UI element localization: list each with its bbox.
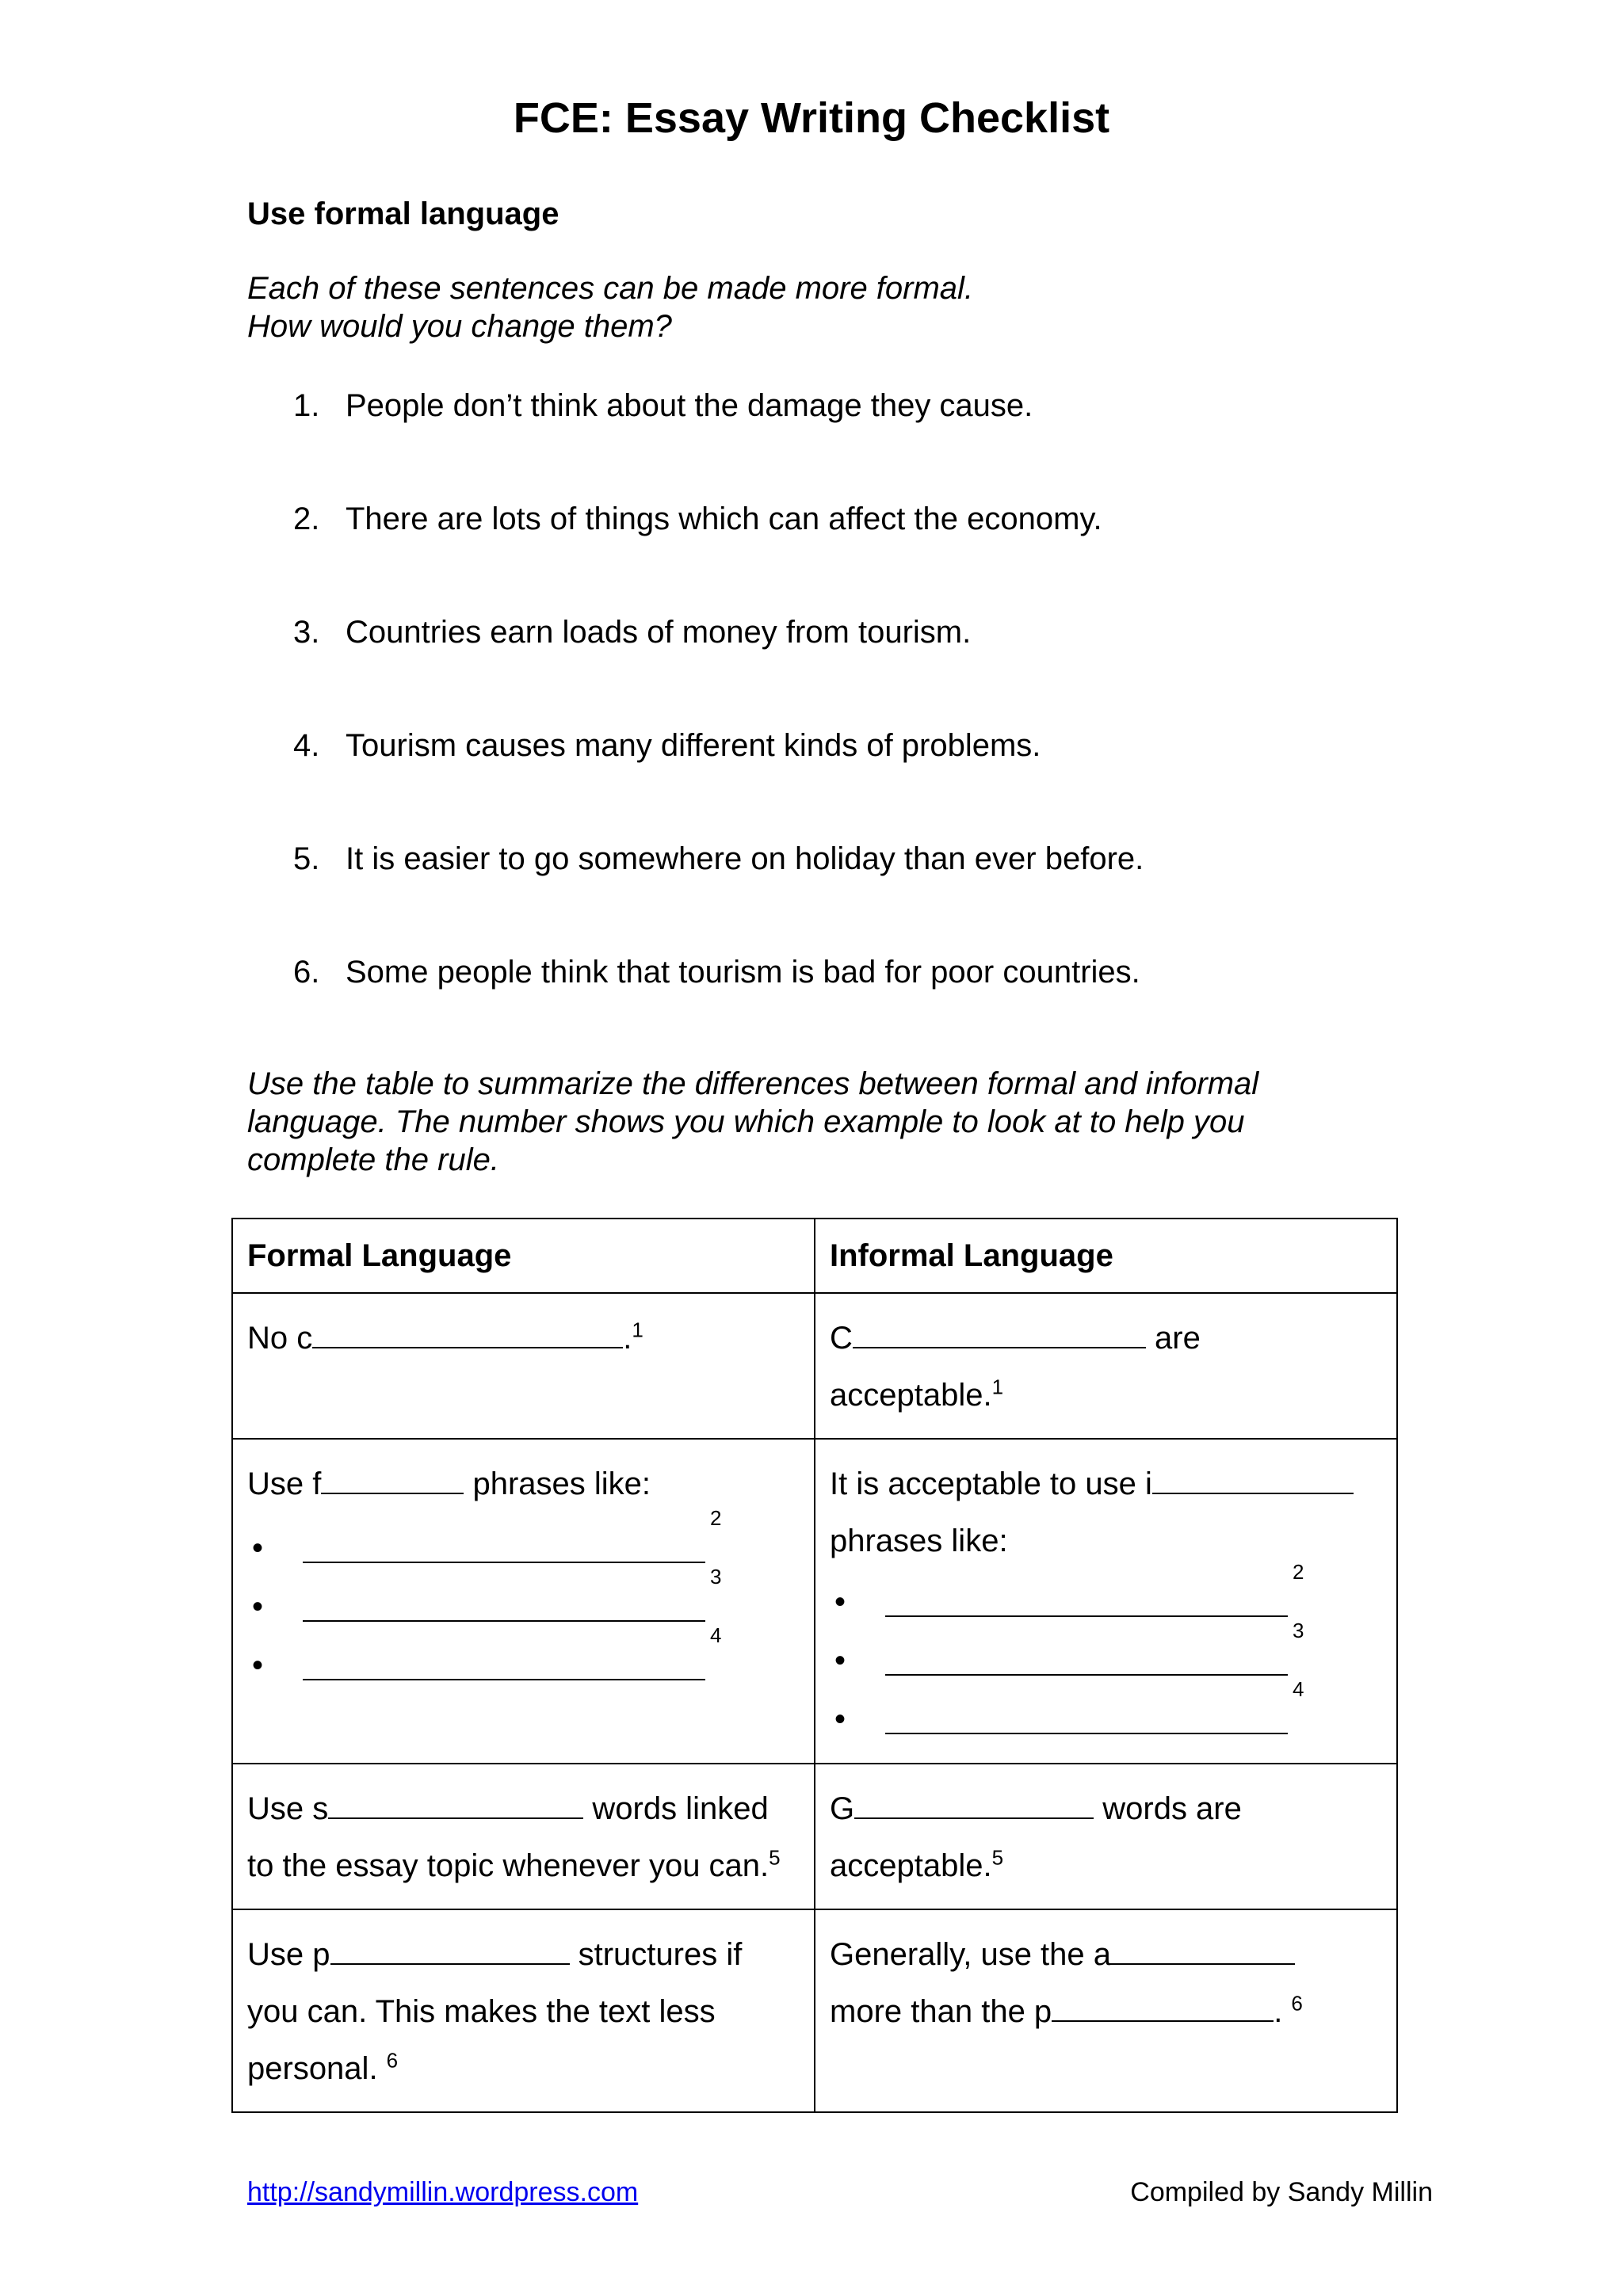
sentence-text: Countries earn loads of money from tourism.	[346, 615, 972, 650]
cell-formal-phrases: Use f phrases like: • 2 • 3 • 4	[232, 1439, 815, 1764]
instruction-line: How would you change them?	[247, 309, 672, 344]
fill-in-blank[interactable]	[854, 1786, 1094, 1819]
cell-informal-phrases: It is acceptable to use i phrases like: • 2 • 3 • 4	[815, 1439, 1397, 1764]
sentence-item	[293, 502, 1102, 537]
instruction-line: Each of these sentences can be made more formal.	[247, 271, 974, 306]
sentence-text: It is easier to go somewhere on holiday than ever before.	[346, 841, 1144, 876]
header-informal: Informal Language	[815, 1219, 1397, 1293]
bullet-icon: •	[834, 1643, 846, 1678]
phrase-list	[247, 1506, 800, 1695]
fill-in-blank[interactable]	[1111, 1932, 1295, 1965]
sentence-item	[293, 841, 1144, 877]
fill-in-blank[interactable]	[321, 1461, 464, 1494]
table-instruction-line: complete the rule.	[247, 1142, 499, 1177]
cell-informal-vocabulary: G words are acceptable.$^5$	[815, 1764, 1397, 1909]
page-title: FCE: Essay Writing Checklist	[513, 94, 1110, 142]
bullet-icon: •	[834, 1702, 846, 1737]
bullet-icon: •	[252, 1648, 264, 1683]
table-row	[232, 1293, 1397, 1439]
sentence-item	[293, 955, 1140, 990]
phrase-item: • 4	[247, 1636, 800, 1695]
fill-in-blank[interactable]	[328, 1786, 583, 1819]
footer-website-link[interactable]: http://sandymillin.wordpress.com	[247, 2177, 639, 2207]
sentence-number: 4.	[293, 728, 320, 763]
fill-in-blank[interactable]	[885, 1615, 1288, 1617]
cell-informal-contractions: C are acceptable.$^1$	[815, 1293, 1397, 1439]
phrase-item: • 3	[247, 1577, 800, 1636]
rules-table	[231, 1218, 1398, 2113]
fill-in-blank[interactable]	[853, 1315, 1146, 1348]
fill-in-blank[interactable]	[1152, 1461, 1354, 1494]
phrase-item: • 4	[830, 1690, 1382, 1749]
phrase-item: • 2	[247, 1519, 800, 1577]
table-row	[232, 1764, 1397, 1909]
sentence-number: 3.	[293, 615, 320, 650]
table-instruction-line: Use the table to summarize the differences between formal and informal	[247, 1066, 1259, 1101]
fill-in-blank[interactable]	[303, 1679, 705, 1680]
fill-in-blank[interactable]	[1052, 1989, 1274, 2022]
sentence-number: 2.	[293, 502, 320, 536]
phrase-item: • 3	[830, 1631, 1382, 1690]
sentence-number: 6.	[293, 955, 320, 990]
phrase-item: • 2	[830, 1573, 1382, 1631]
fill-in-blank[interactable]	[312, 1315, 623, 1348]
table-instructions	[247, 1065, 1373, 1179]
sentence-number: 1.	[293, 388, 320, 423]
fill-in-blank[interactable]	[330, 1932, 570, 1965]
fill-in-blank[interactable]	[303, 1620, 705, 1622]
footer-credit: Compiled by Sandy Millin	[1130, 2177, 1433, 2207]
sentence-text: People don’t think about the damage they cause.	[346, 388, 1033, 423]
sentence-item	[293, 388, 1033, 424]
table-row	[232, 1439, 1397, 1764]
sentence-item	[293, 728, 1041, 764]
phrase-list	[830, 1560, 1382, 1749]
cell-formal-vocabulary: Use s words linked to the essay topic whenever you can.$^5$	[232, 1764, 815, 1909]
sentence-text: Tourism causes many different kinds of problems.	[346, 728, 1041, 763]
cell-formal-contractions: No c .$^1$	[232, 1293, 815, 1439]
bullet-icon: •	[252, 1589, 264, 1624]
fill-in-blank[interactable]	[303, 1562, 705, 1563]
fill-in-blank[interactable]	[885, 1733, 1288, 1734]
cell-informal-active: Generally, use the a more than the p . $^6$	[815, 1909, 1397, 2112]
sentence-text: Some people think that tourism is bad for poor countries.	[346, 955, 1140, 990]
table-instruction-line: language. The number shows you which example to look at to help you	[247, 1104, 1245, 1139]
sentence-item	[293, 615, 971, 650]
instructions	[247, 269, 973, 345]
table-header-row	[232, 1219, 1397, 1293]
bullet-icon: •	[834, 1585, 846, 1619]
bullet-icon: •	[252, 1531, 264, 1566]
fill-in-blank[interactable]	[885, 1674, 1288, 1676]
header-formal: Formal Language	[232, 1219, 815, 1293]
sentence-number: 5.	[293, 841, 320, 876]
section-heading: Use formal language	[247, 196, 559, 231]
cell-formal-passive: Use p structures if you can. This makes the text less personal. $^6$	[232, 1909, 815, 2112]
table-row	[232, 1909, 1397, 2112]
sentence-text: There are lots of things which can affect the economy.	[346, 502, 1102, 536]
